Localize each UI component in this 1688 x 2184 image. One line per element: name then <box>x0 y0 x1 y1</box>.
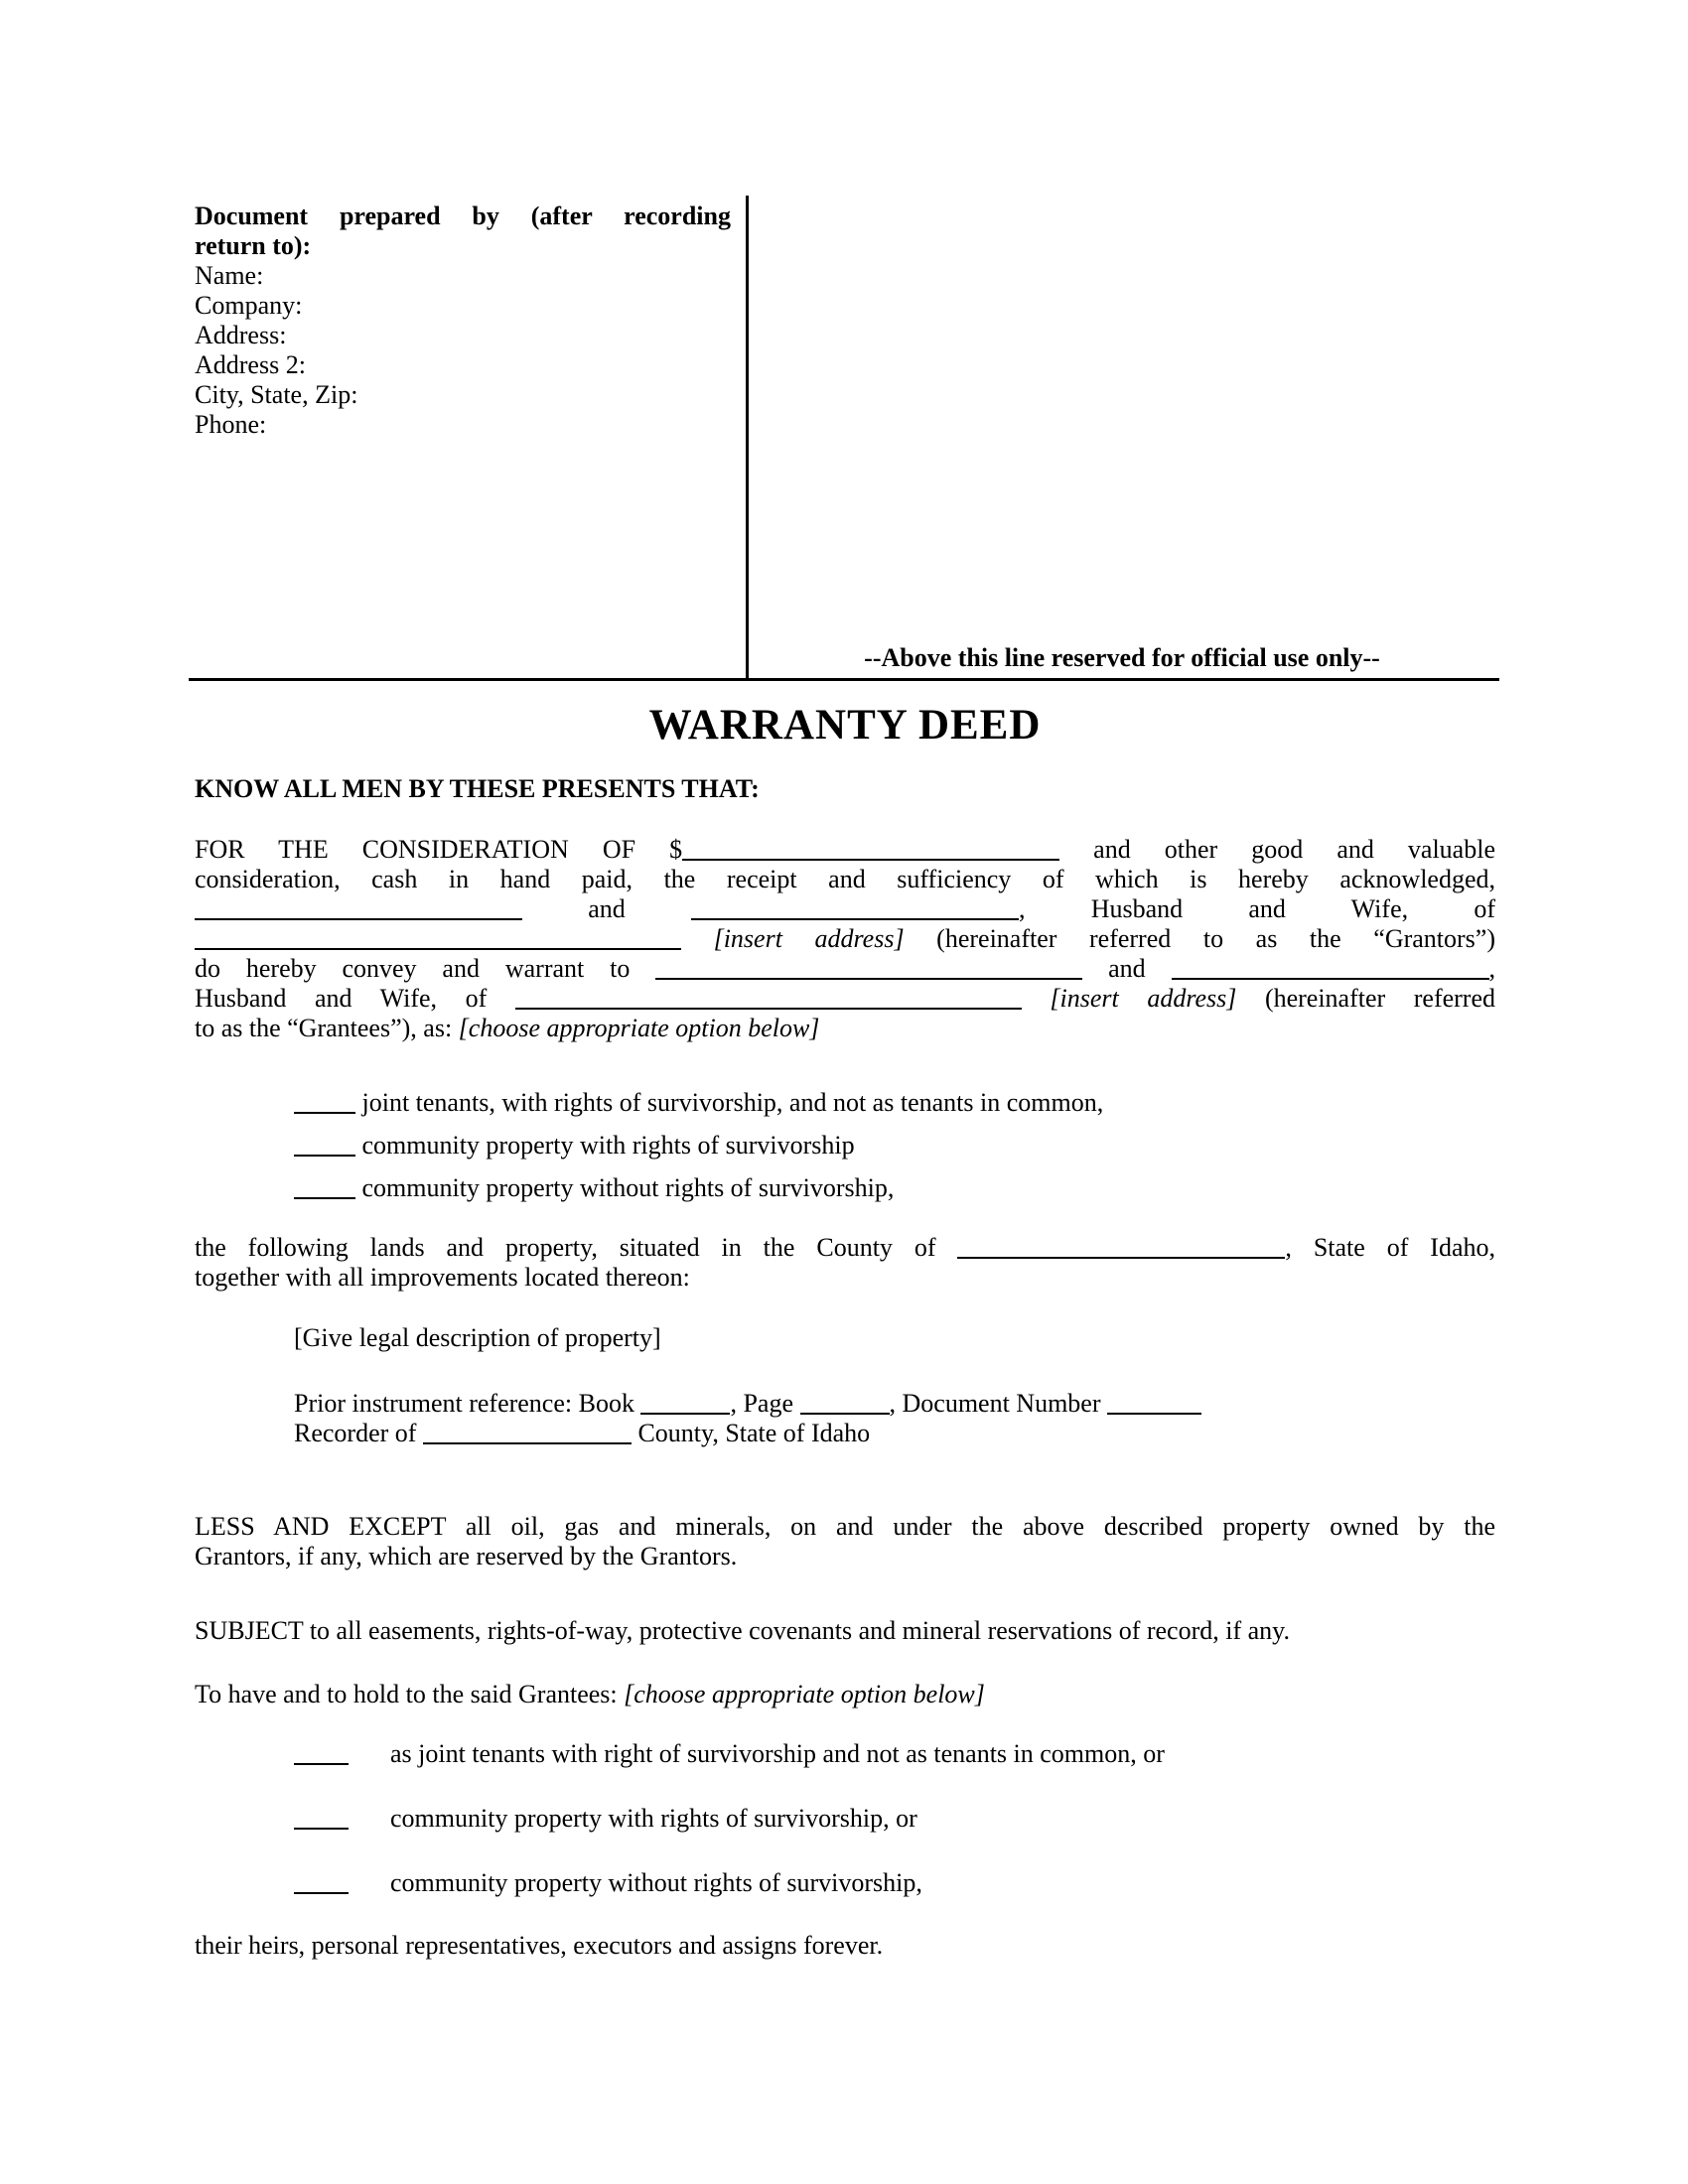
text-segment: KNOW ALL MEN BY THESE PRESENTS THAT: <box>195 774 760 803</box>
document-prepared-by-box <box>195 202 731 440</box>
text-segment: Name: <box>195 261 264 290</box>
text-segment: consideration, cash in hand paid, the receipt and sufficiency of which is hereby acknowledged, <box>195 865 1495 893</box>
text-segment: community property with rights of survivorship <box>355 1131 855 1160</box>
text-segment: Prior instrument reference: Book <box>294 1389 641 1418</box>
text-segment: City, State, Zip: <box>195 380 358 409</box>
option2-joint-tenants-blank[interactable] <box>294 1745 349 1765</box>
county-blank[interactable] <box>957 1239 1285 1259</box>
property-location-paragraph <box>195 1233 1495 1293</box>
text-line <box>294 1389 1495 1419</box>
option-joint-tenants-blank[interactable] <box>294 1094 355 1114</box>
recorder-county-blank[interactable] <box>423 1425 632 1444</box>
text-line <box>195 894 1495 924</box>
book-blank[interactable] <box>640 1395 730 1415</box>
text-segment: FOR THE CONSIDERATION OF $ <box>195 835 683 864</box>
option-community-without-survivorship-blank[interactable] <box>294 1179 355 1199</box>
page-blank[interactable] <box>800 1395 890 1415</box>
text-segment: To have and to hold to the said Grantees: <box>195 1680 625 1708</box>
grantee-2-name-blank[interactable] <box>1172 960 1489 980</box>
prepared-by-heading <box>195 202 731 261</box>
text-line <box>195 954 1495 984</box>
text-line <box>195 1931 1495 1961</box>
subject-to-paragraph <box>195 1616 1495 1646</box>
option-row <box>294 1739 1495 1769</box>
option-row <box>294 1088 1495 1118</box>
prepared-by-heading-line <box>195 202 731 231</box>
text-line <box>195 1542 1495 1571</box>
legal-description-placeholder <box>294 1323 1495 1353</box>
text-segment: Recorder of <box>294 1419 423 1447</box>
text-line <box>195 1616 1495 1646</box>
prepared-by-field-label <box>195 321 731 350</box>
consideration-amount-blank[interactable] <box>682 841 1059 861</box>
text-segment: Address: <box>195 321 287 349</box>
text-line <box>294 1323 1495 1353</box>
grantee-1-name-blank[interactable] <box>655 960 1082 980</box>
text-segment: County, State of Idaho <box>631 1419 871 1447</box>
prepared-by-heading-line <box>195 231 731 261</box>
option-row <box>294 1131 1495 1160</box>
text-segment: and <box>522 894 691 923</box>
option2-community-without-survivorship-blank[interactable] <box>294 1874 349 1894</box>
text-segment: , State of Idaho, <box>1285 1233 1496 1262</box>
text-segment: their heirs, personal representatives, executors and assigns forever. <box>195 1931 884 1960</box>
grantor-1-name-blank[interactable] <box>195 900 522 920</box>
text-segment: and <box>1082 954 1172 983</box>
text-line <box>195 984 1495 1014</box>
text-segment: together with all improvements located thereon: <box>195 1263 690 1292</box>
consideration-paragraph <box>195 835 1495 1043</box>
grantees-address-blank[interactable] <box>515 990 1022 1010</box>
text-segment: joint tenants, with rights of survivorship, and not as tenants in common, <box>355 1088 1104 1117</box>
prepared-by-fields <box>195 261 731 440</box>
italic-instruction: [insert address] <box>681 924 905 953</box>
text-line <box>195 924 1495 954</box>
text-segment: Grantors, if any, which are reserved by the Grantors. <box>195 1542 738 1570</box>
text-segment: to as the “Grantees”), as: <box>195 1014 459 1042</box>
prepared-by-field-label <box>195 261 731 291</box>
option-row <box>294 1868 1495 1898</box>
text-segment: , <box>1488 954 1496 983</box>
text-segment: Document prepared by (after recording <box>195 202 731 230</box>
grantor-2-name-blank[interactable] <box>691 900 1019 920</box>
opening-clause <box>195 774 1495 804</box>
text-line <box>195 865 1495 894</box>
option-row <box>294 1804 1495 1834</box>
italic-instruction: [choose appropriate option below] <box>458 1014 820 1042</box>
text-segment: [Give legal description of property] <box>294 1323 661 1352</box>
text-segment: as joint tenants with right of survivorship and not as tenants in common, or <box>390 1739 1165 1768</box>
text-segment: Address 2: <box>195 350 306 379</box>
text-line <box>195 1263 1495 1293</box>
heirs-clause <box>195 1931 1495 1961</box>
italic-instruction: [choose appropriate option below] <box>624 1680 985 1708</box>
text-segment: community property without rights of survivorship, <box>355 1173 895 1202</box>
prepared-by-field-label <box>195 350 731 380</box>
prepared-by-field-label <box>195 380 731 410</box>
opening-line <box>195 774 1495 804</box>
recorder-box-divider-line <box>746 196 749 679</box>
vesting-options-secondary <box>294 1739 1495 1898</box>
text-line <box>294 1419 1495 1448</box>
warranty-deed-title: WARRANTY DEED <box>648 702 1042 749</box>
habendum-clause <box>195 1680 1495 1709</box>
text-line <box>195 1233 1495 1263</box>
official-use-note: --Above this line reserved for official use only-- <box>864 643 1380 672</box>
prepared-by-field-label <box>195 410 731 440</box>
spacer <box>349 1826 390 1827</box>
text-line <box>195 835 1495 865</box>
prior-instrument-reference <box>294 1389 1495 1448</box>
text-segment: LESS AND EXCEPT all oil, gas and minerals, on and under the above described property owned by the <box>195 1512 1495 1541</box>
text-segment: (hereinafter referred <box>1236 984 1495 1013</box>
less-and-except-paragraph <box>195 1512 1495 1571</box>
text-line <box>195 1014 1495 1043</box>
spacer <box>349 1890 390 1891</box>
deed-clauses <box>195 774 1495 1961</box>
document-body <box>195 681 1495 1961</box>
text-segment: Husband and Wife, of <box>195 984 515 1013</box>
text-segment: Phone: <box>195 410 267 439</box>
text-line <box>195 1680 1495 1709</box>
text-segment: SUBJECT to all easements, rights-of-way, protective covenants and mineral reservations of record, if any. <box>195 1616 1290 1645</box>
text-segment: do hereby convey and warrant to <box>195 954 656 983</box>
text-segment: , Document Number <box>889 1389 1108 1418</box>
text-segment: community property without rights of survivorship, <box>390 1868 922 1897</box>
text-line <box>195 1512 1495 1542</box>
text-segment: , Husband and Wife, of <box>1019 894 1495 923</box>
text-segment: Company: <box>195 291 303 320</box>
italic-instruction: [insert address] <box>1021 984 1237 1013</box>
text-segment: community property with rights of survivorship, or <box>390 1804 917 1833</box>
option-row <box>294 1173 1495 1203</box>
text-segment: and other good and valuable <box>1059 835 1495 864</box>
text-segment: return to): <box>195 231 312 260</box>
spacer <box>349 1761 390 1762</box>
option2-community-with-survivorship-blank[interactable] <box>294 1810 349 1830</box>
option-community-with-survivorship-blank[interactable] <box>294 1137 355 1157</box>
text-segment: the following lands and property, situated in the County of <box>195 1233 958 1262</box>
vesting-options-primary <box>294 1088 1495 1203</box>
text-segment: (hereinafter referred to as the “Grantors”) <box>904 924 1495 953</box>
grantors-address-blank[interactable] <box>195 930 681 950</box>
document-number-blank[interactable] <box>1107 1395 1201 1415</box>
prepared-by-field-label <box>195 291 731 321</box>
text-segment: , Page <box>730 1389 800 1418</box>
